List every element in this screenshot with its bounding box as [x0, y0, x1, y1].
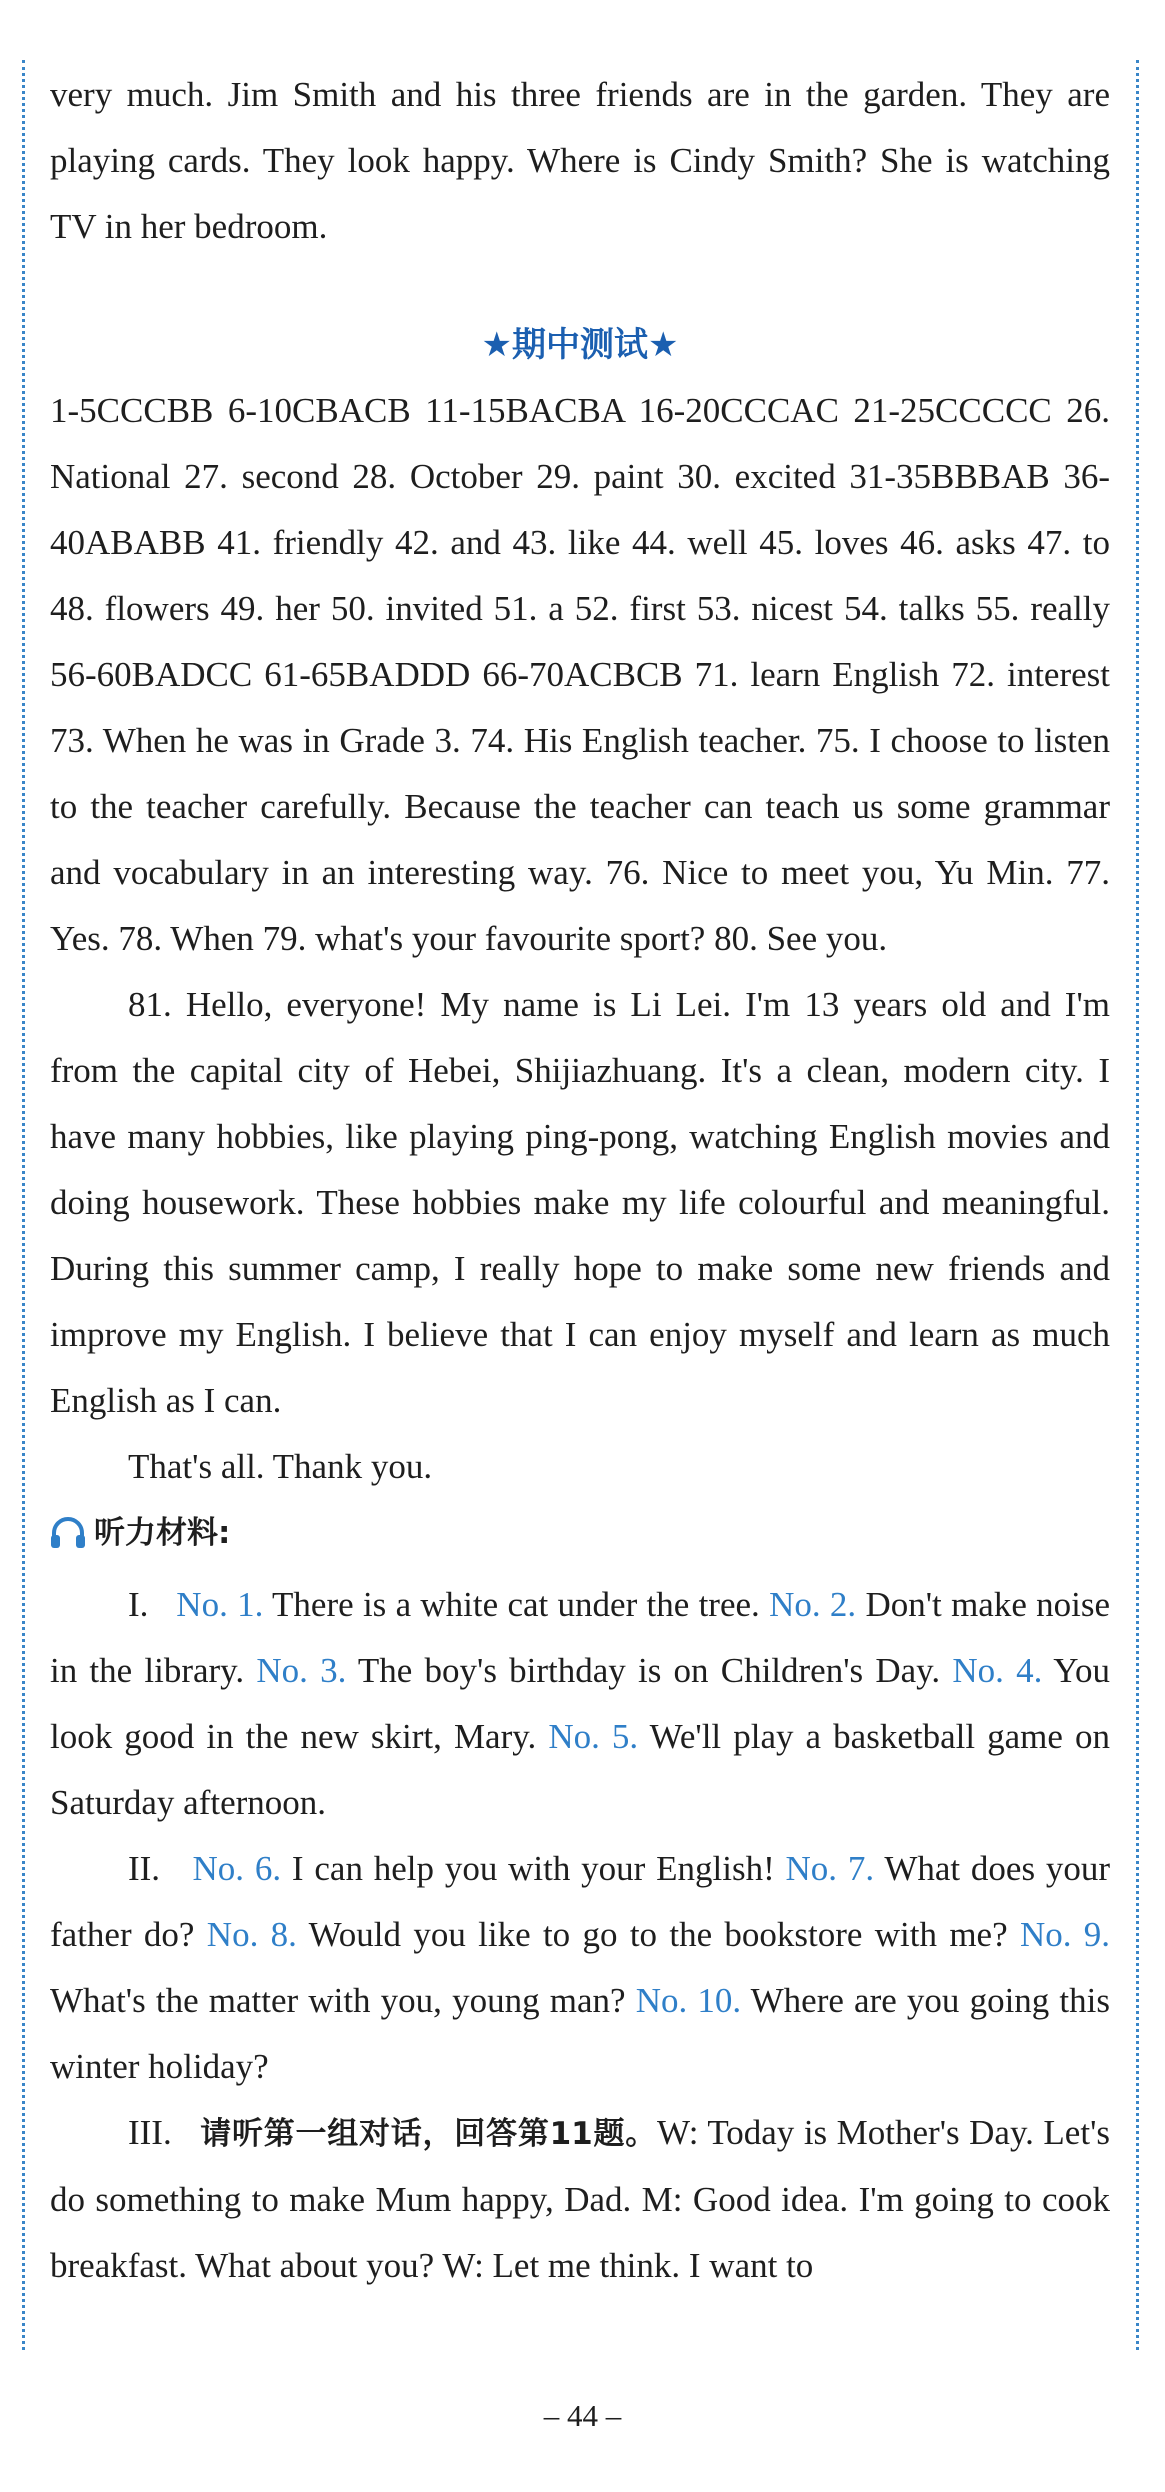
continued-paragraph: very much. Jim Smith and his three friends are in the garden. They are playing cards. They look happy. Where is Cindy Smith? She is watching TV in her bedroom.	[50, 75, 1110, 246]
item-number: No. 1.	[176, 1585, 264, 1624]
item-text: The boy's birthday is on Children's Day.	[357, 1651, 941, 1690]
listening-part-3	[50, 2100, 1110, 2299]
item-number: No. 4.	[952, 1651, 1043, 1690]
item-text: I can help you with your English!	[291, 1849, 775, 1888]
dialogue-text: W: Today is Mother's Day. Let's do something to make Mum happy, Dad. M: Good idea. I'm going to cook breakfast. What about you? W: Let me think. I want to	[50, 2113, 1110, 2285]
answer-key: 1-5CCCBB 6-10CBACB 11-15BACBA 16-20CCCAC 21-25CCCCC 26. National 27. second 28. October 29. paint 30. excited 31-35BBBAB 36-40ABABB 41. friendly 42. and 43. like 44. well 45. loves 46. asks 47. to 48. flowers 49. her 50. invited 51. a 52. first 53. nicest 54. talks 55. really 56-60BADCC 61-65BADDD 66-70ACBCB 71. learn English 72. interest 73. When he was in Grade 3. 74. His English teacher. 75. I choose to listen to the teacher carefully. Because the teacher can teach us some grammar and vocabulary in an interesting way. 76. Nice to meet you, Yu Min. 77. Yes. 78. When 79. what's your favourite sport? 80. See you.	[50, 391, 1110, 958]
item-number: No. 2.	[769, 1585, 857, 1624]
part-label: III.	[128, 2113, 172, 2152]
item-text: Where are you going this winter holiday?	[50, 1981, 1111, 2086]
item-text: Would you like to go to the bookstore with me?	[308, 1915, 1008, 1954]
listening-label: 听力材料:	[94, 1515, 231, 1551]
listening-part-1	[50, 1572, 1110, 1836]
essay-81: 81. Hello, everyone! My name is Li Lei. I'm 13 years old and I'm from the capital city of Hebei, Shijiazhuang. It's a clean, modern city. I have many hobbies, like playing ping-pong, watching English movies and doing housework. These hobbies make my life colourful and meaningful. During this summer camp, I really hope to make some new friends and improve my English. I believe that I can enjoy myself and learn as much English as I can.	[50, 985, 1110, 1420]
essay-closing: That's all. Thank you.	[128, 1447, 433, 1486]
right-dotted-border	[1136, 60, 1139, 2350]
item-number: No. 10.	[635, 1981, 742, 2020]
item-number: No. 6.	[192, 1849, 282, 1888]
item-number: No. 3.	[256, 1651, 347, 1690]
listening-part-2	[50, 1836, 1110, 2100]
page-content	[50, 62, 1110, 2299]
item-text: What's the matter with you, young man?	[50, 1981, 626, 2020]
item-number: No. 8.	[206, 1915, 297, 1954]
item-text: There is a white cat under the tree.	[272, 1585, 760, 1624]
headphones-icon	[50, 1506, 86, 1572]
item-text: What does your father do?	[50, 1849, 1111, 1954]
item-number: No. 5.	[548, 1717, 639, 1756]
item-number: No. 7.	[785, 1849, 875, 1888]
section-heading: ★期中测试★	[481, 325, 679, 365]
listening-heading	[50, 1500, 1110, 1572]
part-label: I.	[128, 1585, 149, 1624]
page-number: – 44 –	[543, 2398, 622, 2433]
part-instruction: 请听第一组对话，回答第11题。	[200, 2116, 657, 2152]
part-label: II.	[128, 1849, 161, 1888]
item-text: Don't make noise in the library.	[50, 1585, 1111, 1690]
left-dotted-border	[22, 60, 25, 2350]
item-number: No. 9.	[1019, 1915, 1111, 1954]
item-text: We'll play a basketball game on Saturday afternoon.	[50, 1717, 1111, 1822]
item-text: You look good in the new skirt, Mary.	[50, 1651, 1111, 1756]
